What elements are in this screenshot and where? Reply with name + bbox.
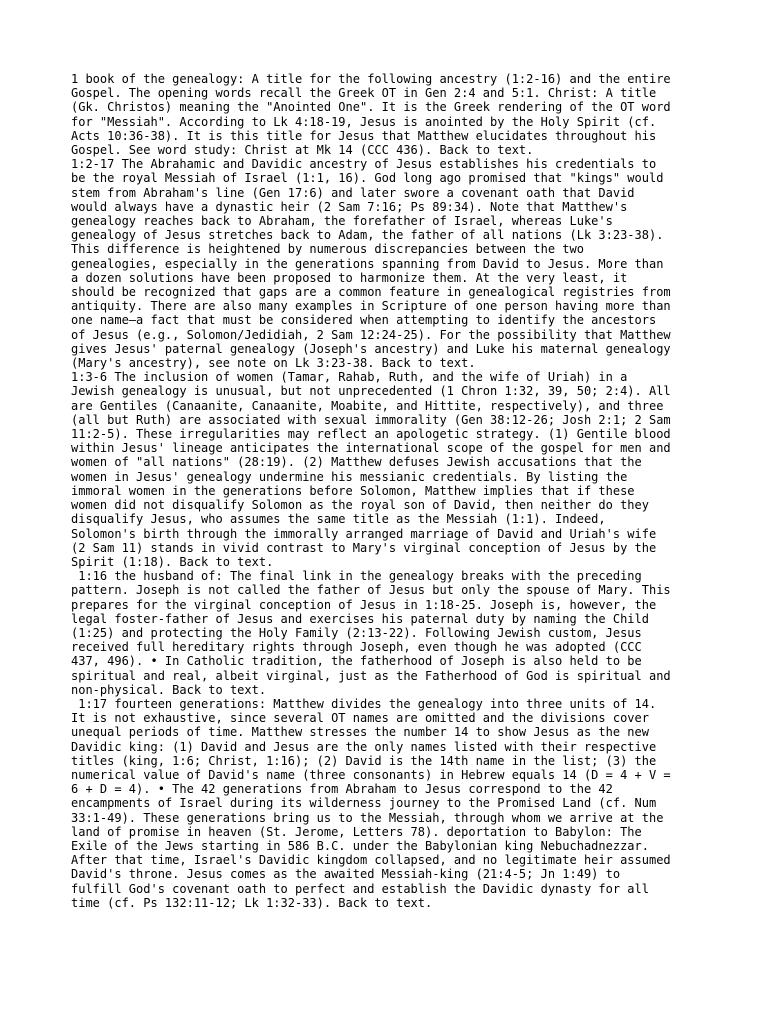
note-line: received full hereditary rights through Joseph, even though he was adopted (CCC (71, 640, 642, 655)
note-line: would always have a dynastic heir (2 Sam 7:16; Ps 89:34). Note that Matthew's (71, 199, 628, 214)
note-line: spiritual and real, albeit virginal, just as the Fatherhood of God is spiritual and (71, 668, 671, 683)
note-line: women did not disqualify Solomon as the royal son of David, then neither do they (71, 498, 649, 513)
note-line: antiquity. There are also many examples in Scripture of one person having more than (71, 299, 671, 314)
note-line: one name—a fact that must be considered when attempting to identify the ancestors (71, 313, 657, 328)
note-line: It is not exhaustive, since several OT names are omitted and the divisions cover (71, 711, 649, 726)
note-line: gives Jesus' paternal genealogy (Joseph's ancestry) and Luke his maternal genealogy (71, 341, 671, 356)
note-line: 1:3-6 The inclusion of women (Tamar, Rahab, Ruth, and the wife of Uriah) in a (71, 370, 628, 385)
note-line: 437, 496). • In Catholic tradition, the fatherhood of Joseph is also held to be (71, 654, 642, 669)
note-line: 6 + D = 4). • The 42 generations from Abraham to Jesus correspond to the 42 (71, 782, 613, 797)
note-line: women of "all nations" (28:19). (2) Matthew defuses Jewish accusations that the (71, 455, 642, 470)
note-line: fulfill God's covenant oath to perfect and establish the Davidic dynasty for all (71, 881, 649, 896)
note-line: Exile of the Jews starting in 586 B.C. under the Babylonian king Nebuchadnezzar. (71, 838, 649, 853)
note-line: 1:17 fourteen generations: Matthew divides the genealogy into three units of 14. (71, 696, 657, 711)
note-line: genealogy reaches back to Abraham, the forefather of Israel, whereas Luke's (71, 214, 613, 229)
note-line: prepares for the virginal conception of Jesus in 1:18-25. Joseph is, however, the (71, 597, 657, 612)
note-line: women in Jesus' genealogy undermine his messianic credentials. By listing the (71, 469, 628, 484)
note-line: This difference is heightened by numerous discrepancies between the two (71, 242, 584, 257)
note-line: non-physical. Back to text. (71, 682, 267, 697)
note-line: within Jesus' lineage anticipates the international scope of the gospel for men and (71, 441, 671, 456)
note-line: After that time, Israel's Davidic kingdom collapsed, and no legitimate heir assumed (71, 853, 671, 868)
note-line: 1 book of the genealogy: A title for the following ancestry (1:2-16) and the entire (71, 72, 671, 86)
note-line: (2 Sam 11) stands in vivid contrast to Mary's virginal conception of Jesus by the (71, 540, 657, 555)
note-line: Acts 10:36-38). It is this title for Jesus that Matthew elucidates throughout his (71, 128, 657, 143)
note-line: encampments of Israel during its wilderness journey to the Promised Land (cf. Num (71, 796, 657, 811)
note-line: titles (king, 1:6; Christ, 1:16); (2) David is the 14th name in the list; (3) the (71, 753, 657, 768)
note-line: should be recognized that gaps are a common feature in genealogical registries from (71, 285, 671, 300)
note-line: Gospel. The opening words recall the Greek OT in Gen 2:4 and 5:1. Christ: A title (71, 86, 657, 101)
note-line: for "Messiah". According to Lk 4:18-19, Jesus is anointed by the Holy Spirit (cf. (71, 114, 657, 129)
note-line: (Mary's ancestry), see note on Lk 3:23-38. Back to text. (71, 356, 476, 371)
note-line: time (cf. Ps 132:11-12; Lk 1:32-33). Back to text. (71, 895, 433, 910)
note-line: 33:1-49). These generations bring us to the Messiah, through whom we arrive at the (71, 810, 664, 825)
note-line: stem from Abraham's line (Gen 17:6) and later swore a covenant oath that David (71, 185, 635, 200)
note-line: Davidic king: (1) David and Jesus are the only names listed with their respective (71, 739, 657, 754)
note-line: 1:2-17 The Abrahamic and Davidic ancestry of Jesus establishes his credentials to (71, 157, 657, 172)
note-line: (all but Ruth) are associated with sexual immorality (Gen 38:12-26; Josh 2:1; 2 Sam (71, 412, 671, 427)
note-line: genealogies, especially in the generations spanning from David to Jesus. More than (71, 256, 664, 271)
note-line: (Gk. Christos) meaning the "Anointed One". It is the Greek rendering of the OT word (71, 100, 671, 115)
note-line: be the royal Messiah of Israel (1:1, 16). God long ago promised that "kings" would (71, 171, 664, 186)
note-line: Jewish genealogy is unusual, but not unprecedented (1 Chron 1:32, 39, 50; 2:4). All (71, 384, 671, 399)
note-line: genealogy of Jesus stretches back to Adam, the father of all nations (Lk 3:23-38). (71, 228, 664, 243)
note-line: Gospel. See word study: Christ at Mk 14 (CCC 436). Back to text. (71, 143, 534, 158)
note-line: 11:2-5). These irregularities may reflect an apologetic strategy. (1) Gentile blood (71, 427, 671, 442)
note-line: legal foster-father of Jesus and exercises his paternal duty by naming the Child (71, 611, 649, 626)
note-line: Solomon's birth through the immorally arranged marriage of David and Uriah's wife (71, 526, 657, 541)
note-line: are Gentiles (Canaanite, Canaanite, Moabite, and Hittite, respectively), and three (71, 398, 664, 413)
note-line: immoral women in the generations before Solomon, Matthew implies that if these (71, 483, 635, 498)
note-line: disqualify Jesus, who assumes the same title as the Messiah (1:1). Indeed, (71, 512, 606, 527)
note-line: 1:16 the husband of: The final link in the genealogy breaks with the preceding (71, 569, 642, 584)
note-line: unequal periods of time. Matthew stresses the number 14 to show Jesus as the new (71, 725, 649, 740)
note-line: (1:25) and protecting the Holy Family (2:13-22). Following Jewish custom, Jesus (71, 625, 642, 640)
note-line: of Jesus (e.g., Solomon/Jedidiah, 2 Sam 12:24-25). For the possibility that Matthew (71, 327, 671, 342)
note-line: a dozen solutions have been proposed to harmonize them. At the very least, it (71, 270, 628, 285)
note-line: land of promise in heaven (St. Jerome, Letters 78). deportation to Babylon: The (71, 824, 642, 839)
note-line: numerical value of David's name (three consonants) in Hebrew equals 14 (D = 4 + V = (71, 767, 671, 782)
note-line: David's throne. Jesus comes as the awaited Messiah-king (21:4-5; Jn 1:49) to (71, 867, 621, 882)
note-line: pattern. Joseph is not called the father of Jesus but only the spouse of Mary. This (71, 583, 671, 598)
note-line: Spirit (1:18). Back to text. (71, 554, 274, 569)
